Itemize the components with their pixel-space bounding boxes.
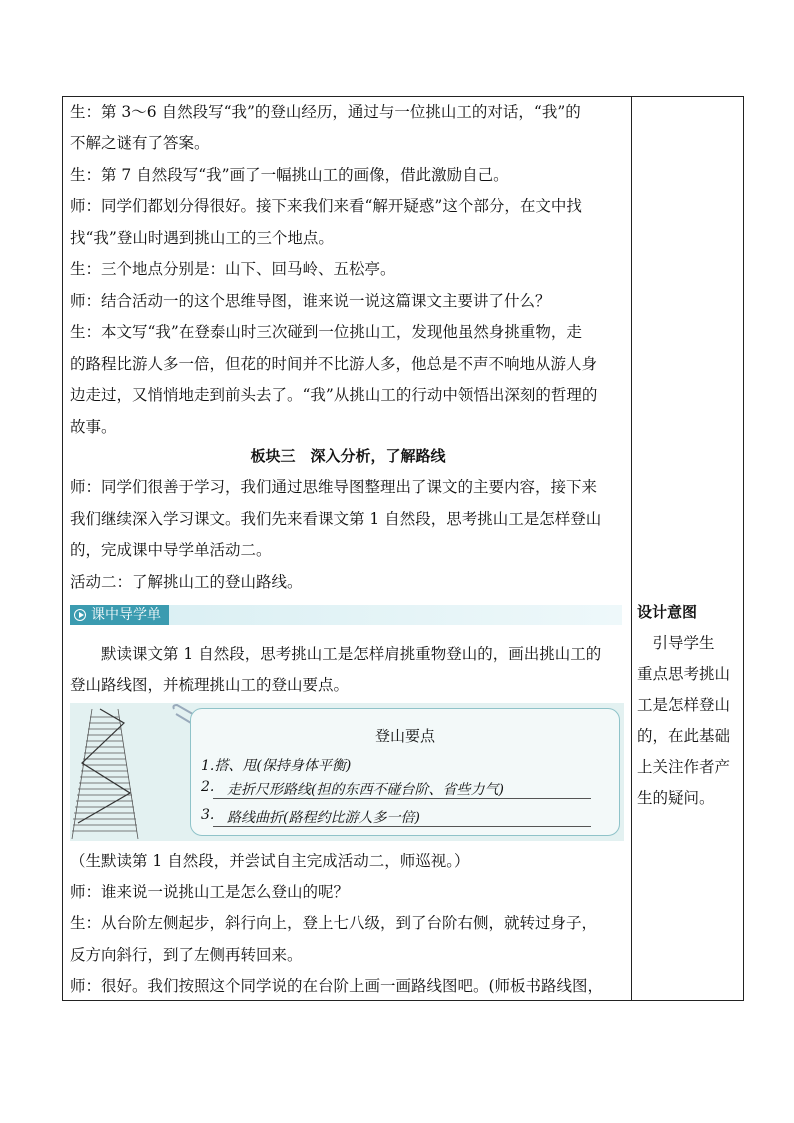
text-line: 的，完成课中导学单活动二。	[70, 541, 272, 559]
text-line: 反方向斜行，到了左侧再转回来。	[70, 946, 303, 964]
guide-header	[70, 605, 622, 625]
text-line: 生：从台阶左侧起步，斜行向上，登上七八级，到了台阶右侧，就转过身子，	[70, 914, 598, 932]
answer-line	[213, 798, 591, 799]
text-line: 活动二：了解挑山工的登山路线。	[70, 573, 303, 591]
side-line: 工是怎样登山	[637, 696, 731, 714]
text-line: 找“我”登山时遇到挑山工的三个地点。	[70, 229, 334, 247]
play-circle-icon	[74, 609, 86, 621]
text-line: 故事。	[70, 418, 117, 436]
column-divider	[631, 96, 632, 1001]
guide-label: 课中导学单	[91, 607, 161, 623]
staircase-route-diagram	[70, 703, 185, 841]
note-item: 走折尺形路线(担的东西不碰台阶、省些力气)	[227, 782, 504, 798]
side-line: 上关注作者产	[637, 758, 731, 776]
text-line: 生：本文写“我”在登泰山时三次碰到一位挑山工，发现他虽然身挑重物，走	[70, 323, 582, 341]
text-line: 生：第 3～6 自然段写“我”的登山经历，通过与一位挑山工的对话，“我”的	[70, 103, 581, 121]
text-line: 师：很好。我们按照这个同学说的在台阶上画一画路线图吧。(师板书路线图，	[70, 977, 604, 995]
side-line: 生的疑问。	[637, 789, 715, 807]
note-item: 路线曲折(路程约比游人多一倍)	[227, 810, 420, 826]
answer-line	[213, 826, 591, 827]
text-line: 边走过，又悄悄地走到前头去了。“我”从挑山工的行动中领悟出深刻的哲理的	[70, 386, 598, 404]
text-line: 我们继续深入学习课文。我们先来看课文第 1 自然段，思考挑山工是怎样登山	[70, 510, 602, 528]
task-line: 登山路线图，并梳理挑山工的登山要点。	[70, 676, 350, 694]
side-line: 重点思考挑山	[637, 665, 731, 683]
task-line: 默读课文第 1 自然段，思考挑山工是怎样肩挑重物登山的，画出挑山工的	[70, 645, 602, 663]
text-line: 师：谁来说一说挑山工是怎么登山的呢？	[70, 883, 350, 901]
text-line: 生：第 7 自然段写“我”画了一幅挑山工的画像，借此激励自己。	[70, 166, 509, 184]
text-line: 不解之谜有了答案。	[70, 134, 210, 152]
side-line: 的，在此基础	[637, 727, 731, 745]
note-item-number: 2.	[201, 779, 215, 795]
text-line: 师：同学们很善于学习，我们通过思维导图整理出了课文的主要内容，接下来	[70, 478, 598, 496]
section-title: 板块三 深入分析，了解路线	[250, 447, 446, 465]
side-title: 设计意图	[637, 603, 698, 621]
guide-tag	[70, 605, 169, 625]
text-line: 的路程比游人多一倍，但花的时间并不比游人多，他总是不声不响地从游人身	[70, 355, 598, 373]
side-line: 引导学生	[637, 634, 715, 652]
text-line: 师：同学们都划分得很好。接下来我们来看“解开疑惑”这个部分，在文中找	[70, 197, 582, 215]
note-title: 登山要点	[374, 727, 435, 745]
text-line: 师：结合活动一的这个思维导图，谁来说一说这篇课文主要讲了什么？	[70, 292, 551, 310]
route-figure	[70, 703, 624, 841]
text-line: 生：三个地点分别是：山下、回马岭、五松亭。	[70, 260, 396, 278]
text-line: （生默读第 1 自然段，并尝试自主完成活动二，师巡视。）	[70, 852, 470, 870]
note-card	[190, 708, 620, 836]
note-item-number: 3.	[201, 807, 215, 823]
note-item: 1.搭、甩(保持身体平衡)	[201, 758, 352, 774]
